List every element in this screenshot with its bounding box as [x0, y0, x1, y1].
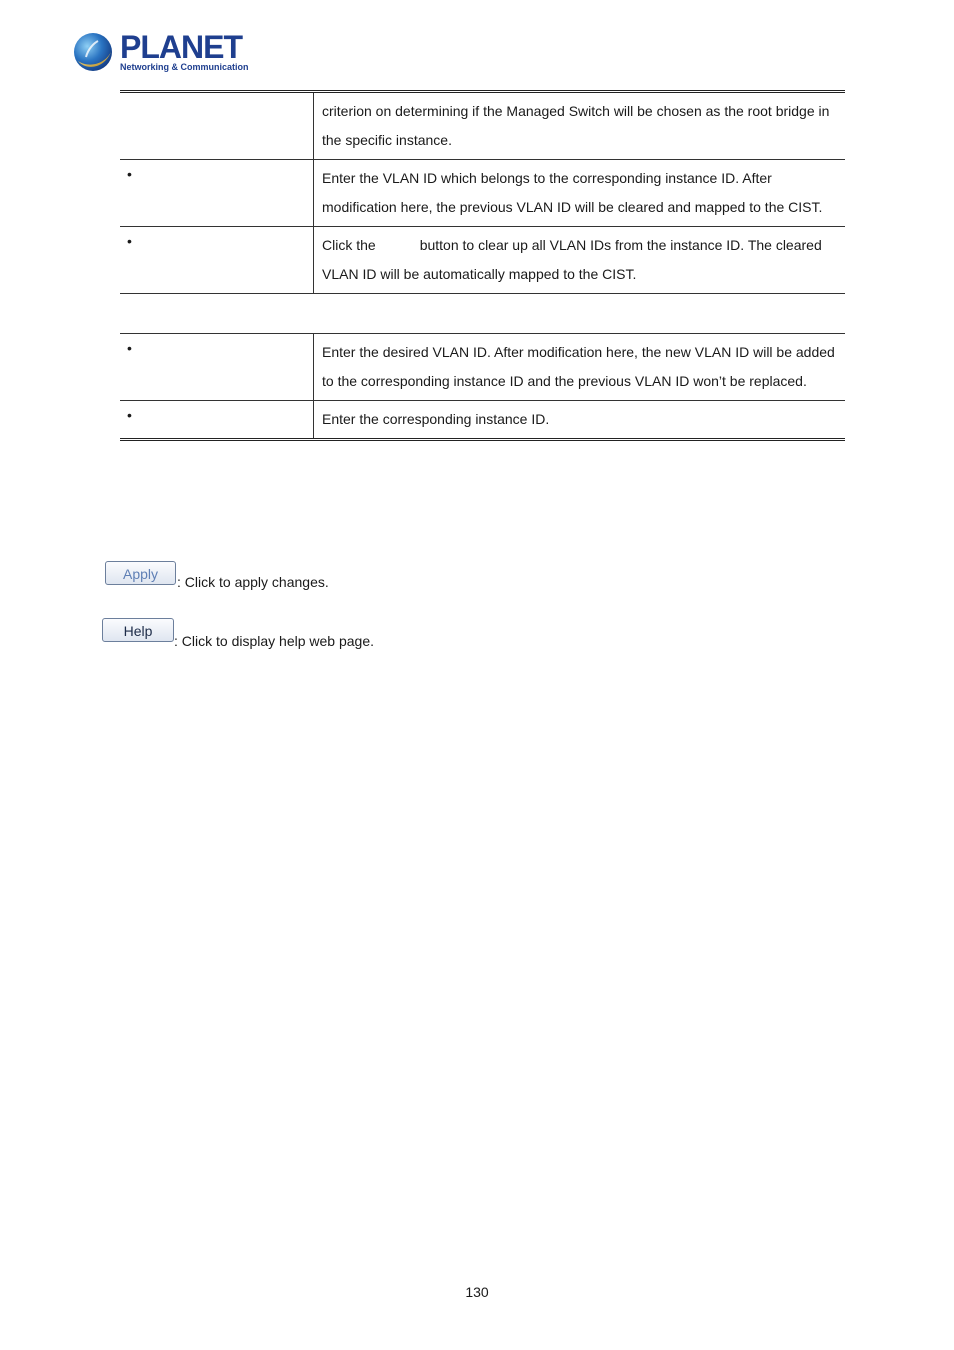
table-row	[120, 401, 845, 441]
description-cell: Enter the VLAN ID which belongs to the corresponding instance ID. After modification here, the previous VLAN ID will be cleared and mapped to the CIST.	[322, 170, 823, 215]
bullet: •	[127, 340, 132, 356]
bullet: •	[127, 233, 132, 249]
object-cell	[120, 93, 314, 159]
description-cell: criterion on determining if the Managed Switch will be chosen as the root bridge in the specific instance.	[322, 103, 830, 148]
table-row	[120, 160, 845, 227]
logo-tagline: Networking & Communication	[120, 62, 249, 72]
logo-brand: PLANET	[120, 29, 242, 65]
help-description: : Click to display help web page.	[174, 633, 374, 649]
planet-logo	[72, 29, 249, 76]
description-cell	[314, 227, 845, 293]
help-button[interactable]: Help	[102, 618, 174, 642]
description-cell: Enter the corresponding instance ID.	[322, 411, 550, 427]
globe-logo-icon	[72, 31, 114, 73]
table-row	[120, 227, 845, 294]
object-cell	[120, 227, 314, 293]
parameter-table-2	[120, 333, 845, 441]
bullet: •	[127, 407, 132, 423]
object-cell	[120, 334, 314, 400]
description-text-after: button to clear up all VLAN IDs from the instance ID. The cleared VLAN ID will be automatically mapped to the CIST.	[322, 237, 822, 282]
parameter-table-1	[120, 90, 845, 294]
page-number: 130	[465, 1284, 489, 1300]
table-row	[120, 334, 845, 401]
apply-description: : Click to apply changes.	[177, 574, 329, 590]
table-row	[120, 93, 845, 160]
description-cell: Enter the desired VLAN ID. After modification here, the new VLAN ID will be added to the corresponding instance ID and the previous VLAN ID won’t be replaced.	[322, 344, 835, 389]
bullet: •	[127, 166, 132, 182]
object-cell	[120, 160, 314, 226]
apply-button[interactable]: Apply	[105, 561, 176, 585]
object-cell	[120, 401, 314, 438]
description-text-before: Click the	[322, 237, 376, 253]
